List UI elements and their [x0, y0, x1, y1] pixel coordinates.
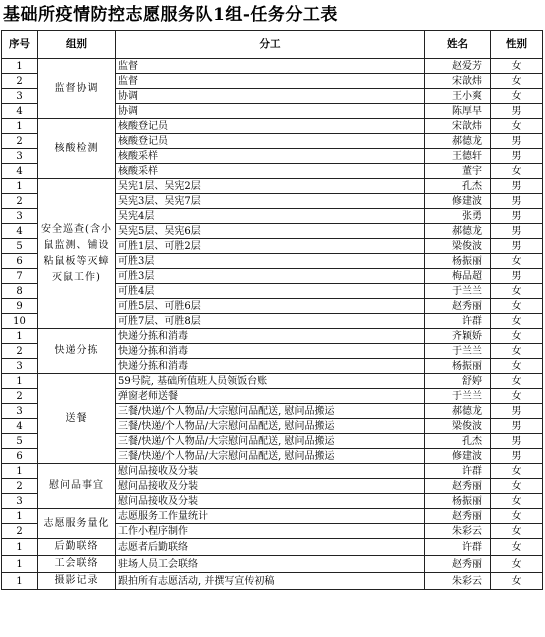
name-cell: 赵秀丽 [425, 556, 491, 573]
group-cell: 志愿服务量化 [38, 509, 116, 539]
gender-cell: 男 [491, 239, 543, 254]
task-cell: 快递分拣和消毒 [116, 344, 425, 359]
row-number-cell: 6 [2, 254, 38, 269]
task-cell: 59号院, 基础所值班人员领饭台账 [116, 374, 425, 389]
gender-cell: 女 [491, 494, 543, 509]
name-cell: 梅品超 [425, 269, 491, 284]
row-number-cell: 1 [2, 59, 38, 74]
gender-cell: 男 [491, 134, 543, 149]
row-number-cell: 1 [2, 374, 38, 389]
table-row [2, 179, 543, 194]
page-title: 基础所疫情防控志愿服务队1组-任务分工表 [3, 5, 338, 25]
group-cell: 工会联络 [38, 556, 116, 573]
task-cell: 核酸登记员 [116, 119, 425, 134]
gender-cell: 男 [491, 209, 543, 224]
name-cell: 于兰兰 [425, 344, 491, 359]
group-cell: 送餐 [38, 374, 116, 464]
name-cell: 郝德龙 [425, 134, 491, 149]
row-number-cell: 3 [2, 404, 38, 419]
row-number-cell: 7 [2, 269, 38, 284]
name-cell: 郝德龙 [425, 404, 491, 419]
row-number-cell: 3 [2, 149, 38, 164]
group-cell: 安全巡查(含小鼠监测、铺设粘鼠板等灭蟑灭鼠工作) [38, 179, 116, 329]
task-cell: 可胜4层 [116, 284, 425, 299]
table-body [2, 59, 543, 590]
gender-cell: 女 [491, 299, 543, 314]
row-number-cell: 4 [2, 104, 38, 119]
task-cell: 慰问品接收及分装 [116, 479, 425, 494]
gender-cell: 男 [491, 179, 543, 194]
name-cell: 齐颖娇 [425, 329, 491, 344]
name-cell: 董宇 [425, 164, 491, 179]
group-cell: 慰问品事宜 [38, 464, 116, 509]
task-cell: 协调 [116, 104, 425, 119]
name-cell: 赵秀丽 [425, 509, 491, 524]
name-cell: 修建波 [425, 194, 491, 209]
name-cell: 郝德龙 [425, 224, 491, 239]
row-number-cell: 4 [2, 419, 38, 434]
gender-cell: 男 [491, 449, 543, 464]
task-cell: 协调 [116, 89, 425, 104]
gender-cell: 女 [491, 573, 543, 590]
table-row [2, 509, 543, 524]
row-number-cell: 1 [2, 179, 38, 194]
task-cell: 吴宪5层、吴宪6层 [116, 224, 425, 239]
table-row [2, 464, 543, 479]
gender-cell: 女 [491, 254, 543, 269]
task-cell: 吴宪1层、吴宪2层 [116, 179, 425, 194]
name-cell: 宋歆炜 [425, 74, 491, 89]
task-table [1, 30, 543, 590]
row-number-cell: 10 [2, 314, 38, 329]
gender-cell: 女 [491, 359, 543, 374]
name-cell: 许群 [425, 464, 491, 479]
gender-cell: 男 [491, 224, 543, 239]
task-cell: 工作小程序制作 [116, 524, 425, 539]
gender-cell: 男 [491, 194, 543, 209]
table-row [2, 59, 543, 74]
row-number-cell: 2 [2, 344, 38, 359]
gender-cell: 男 [491, 104, 543, 119]
column-header-no: 序号 [2, 31, 38, 59]
row-number-cell: 1 [2, 119, 38, 134]
row-number-cell: 6 [2, 449, 38, 464]
gender-cell: 男 [491, 434, 543, 449]
gender-cell: 男 [491, 269, 543, 284]
task-cell: 快递分拣和消毒 [116, 359, 425, 374]
name-cell: 许群 [425, 314, 491, 329]
group-cell: 快递分拣 [38, 329, 116, 374]
table-row [2, 573, 543, 590]
gender-cell: 女 [491, 524, 543, 539]
task-cell: 慰问品接收及分装 [116, 464, 425, 479]
name-cell: 赵爱芳 [425, 59, 491, 74]
gender-cell: 女 [491, 329, 543, 344]
task-cell: 可胜3层 [116, 254, 425, 269]
name-cell: 梁俊波 [425, 419, 491, 434]
gender-cell: 女 [491, 344, 543, 359]
row-number-cell: 8 [2, 284, 38, 299]
gender-cell: 女 [491, 556, 543, 573]
group-cell: 后勤联络 [38, 539, 116, 556]
gender-cell: 女 [491, 314, 543, 329]
gender-cell: 男 [491, 149, 543, 164]
row-number-cell: 2 [2, 194, 38, 209]
task-cell: 可胜5层、可胜6层 [116, 299, 425, 314]
row-number-cell: 3 [2, 209, 38, 224]
column-header-name: 姓名 [425, 31, 491, 59]
row-number-cell: 2 [2, 524, 38, 539]
row-number-cell: 2 [2, 389, 38, 404]
task-cell: 监督 [116, 59, 425, 74]
column-header-task: 分工 [116, 31, 425, 59]
task-cell: 可胜7层、可胜8层 [116, 314, 425, 329]
column-header-group: 组别 [38, 31, 116, 59]
gender-cell: 女 [491, 164, 543, 179]
table-row [2, 119, 543, 134]
gender-cell: 女 [491, 74, 543, 89]
table-row [2, 556, 543, 573]
gender-cell: 女 [491, 509, 543, 524]
row-number-cell: 5 [2, 434, 38, 449]
row-number-cell: 1 [2, 573, 38, 590]
name-cell: 王德轩 [425, 149, 491, 164]
table-row [2, 539, 543, 556]
row-number-cell: 1 [2, 539, 38, 556]
task-cell: 可胜3层 [116, 269, 425, 284]
gender-cell: 女 [491, 389, 543, 404]
row-number-cell: 1 [2, 329, 38, 344]
name-cell: 于兰兰 [425, 389, 491, 404]
name-cell: 舒婷 [425, 374, 491, 389]
name-cell: 赵秀丽 [425, 479, 491, 494]
row-number-cell: 1 [2, 509, 38, 524]
name-cell: 陈厚早 [425, 104, 491, 119]
row-number-cell: 4 [2, 164, 38, 179]
name-cell: 张勇 [425, 209, 491, 224]
row-number-cell: 4 [2, 224, 38, 239]
gender-cell: 女 [491, 464, 543, 479]
row-number-cell: 3 [2, 359, 38, 374]
task-cell: 志愿服务工作量统计 [116, 509, 425, 524]
gender-cell: 女 [491, 89, 543, 104]
task-cell: 监督 [116, 74, 425, 89]
task-cell: 三餐/快递/个人物品/大宗慰问品配送, 慰问品搬运 [116, 449, 425, 464]
row-number-cell: 5 [2, 239, 38, 254]
name-cell: 朱彩云 [425, 524, 491, 539]
task-cell: 弹窗老师送餐 [116, 389, 425, 404]
row-number-cell: 1 [2, 556, 38, 573]
gender-cell: 男 [491, 404, 543, 419]
name-cell: 孔杰 [425, 434, 491, 449]
gender-cell: 女 [491, 284, 543, 299]
gender-cell: 女 [491, 119, 543, 134]
name-cell: 王小爽 [425, 89, 491, 104]
row-number-cell: 2 [2, 134, 38, 149]
name-cell: 许群 [425, 539, 491, 556]
row-number-cell: 9 [2, 299, 38, 314]
table-row [2, 374, 543, 389]
group-cell: 监督协调 [38, 59, 116, 119]
group-cell: 摄影记录 [38, 573, 116, 590]
task-cell: 吴宪3层、吴宪7层 [116, 194, 425, 209]
name-cell: 朱彩云 [425, 573, 491, 590]
name-cell: 杨振丽 [425, 494, 491, 509]
name-cell: 修建波 [425, 449, 491, 464]
name-cell: 宋歆炜 [425, 119, 491, 134]
task-cell: 快递分拣和消毒 [116, 329, 425, 344]
table-row [2, 329, 543, 344]
task-cell: 核酸采样 [116, 149, 425, 164]
name-cell: 于兰兰 [425, 284, 491, 299]
name-cell: 赵秀丽 [425, 299, 491, 314]
task-cell: 三餐/快递/个人物品/大宗慰问品配送, 慰问品搬运 [116, 434, 425, 449]
name-cell: 杨振丽 [425, 254, 491, 269]
row-number-cell: 2 [2, 74, 38, 89]
task-cell: 驻场人员工会联络 [116, 556, 425, 573]
column-header-gender: 性别 [491, 31, 543, 59]
task-cell: 可胜1层、可胜2层 [116, 239, 425, 254]
row-number-cell: 3 [2, 494, 38, 509]
name-cell: 杨振丽 [425, 359, 491, 374]
task-cell: 跟拍所有志愿活动, 并撰写宣传初稿 [116, 573, 425, 590]
task-cell: 核酸采样 [116, 164, 425, 179]
task-cell: 核酸登记员 [116, 134, 425, 149]
gender-cell: 女 [491, 59, 543, 74]
row-number-cell: 1 [2, 464, 38, 479]
gender-cell: 女 [491, 374, 543, 389]
group-cell: 核酸检测 [38, 119, 116, 179]
gender-cell: 女 [491, 539, 543, 556]
task-cell: 志愿者后勤联络 [116, 539, 425, 556]
gender-cell: 男 [491, 419, 543, 434]
task-cell: 慰问品接收及分装 [116, 494, 425, 509]
task-cell: 三餐/快递/个人物品/大宗慰问品配送, 慰问品搬运 [116, 419, 425, 434]
row-number-cell: 3 [2, 89, 38, 104]
task-cell: 吴宪4层 [116, 209, 425, 224]
row-number-cell: 2 [2, 479, 38, 494]
name-cell: 孔杰 [425, 179, 491, 194]
table-header-row [2, 31, 543, 59]
name-cell: 梁俊波 [425, 239, 491, 254]
gender-cell: 女 [491, 479, 543, 494]
task-cell: 三餐/快递/个人物品/大宗慰问品配送, 慰问品搬运 [116, 404, 425, 419]
